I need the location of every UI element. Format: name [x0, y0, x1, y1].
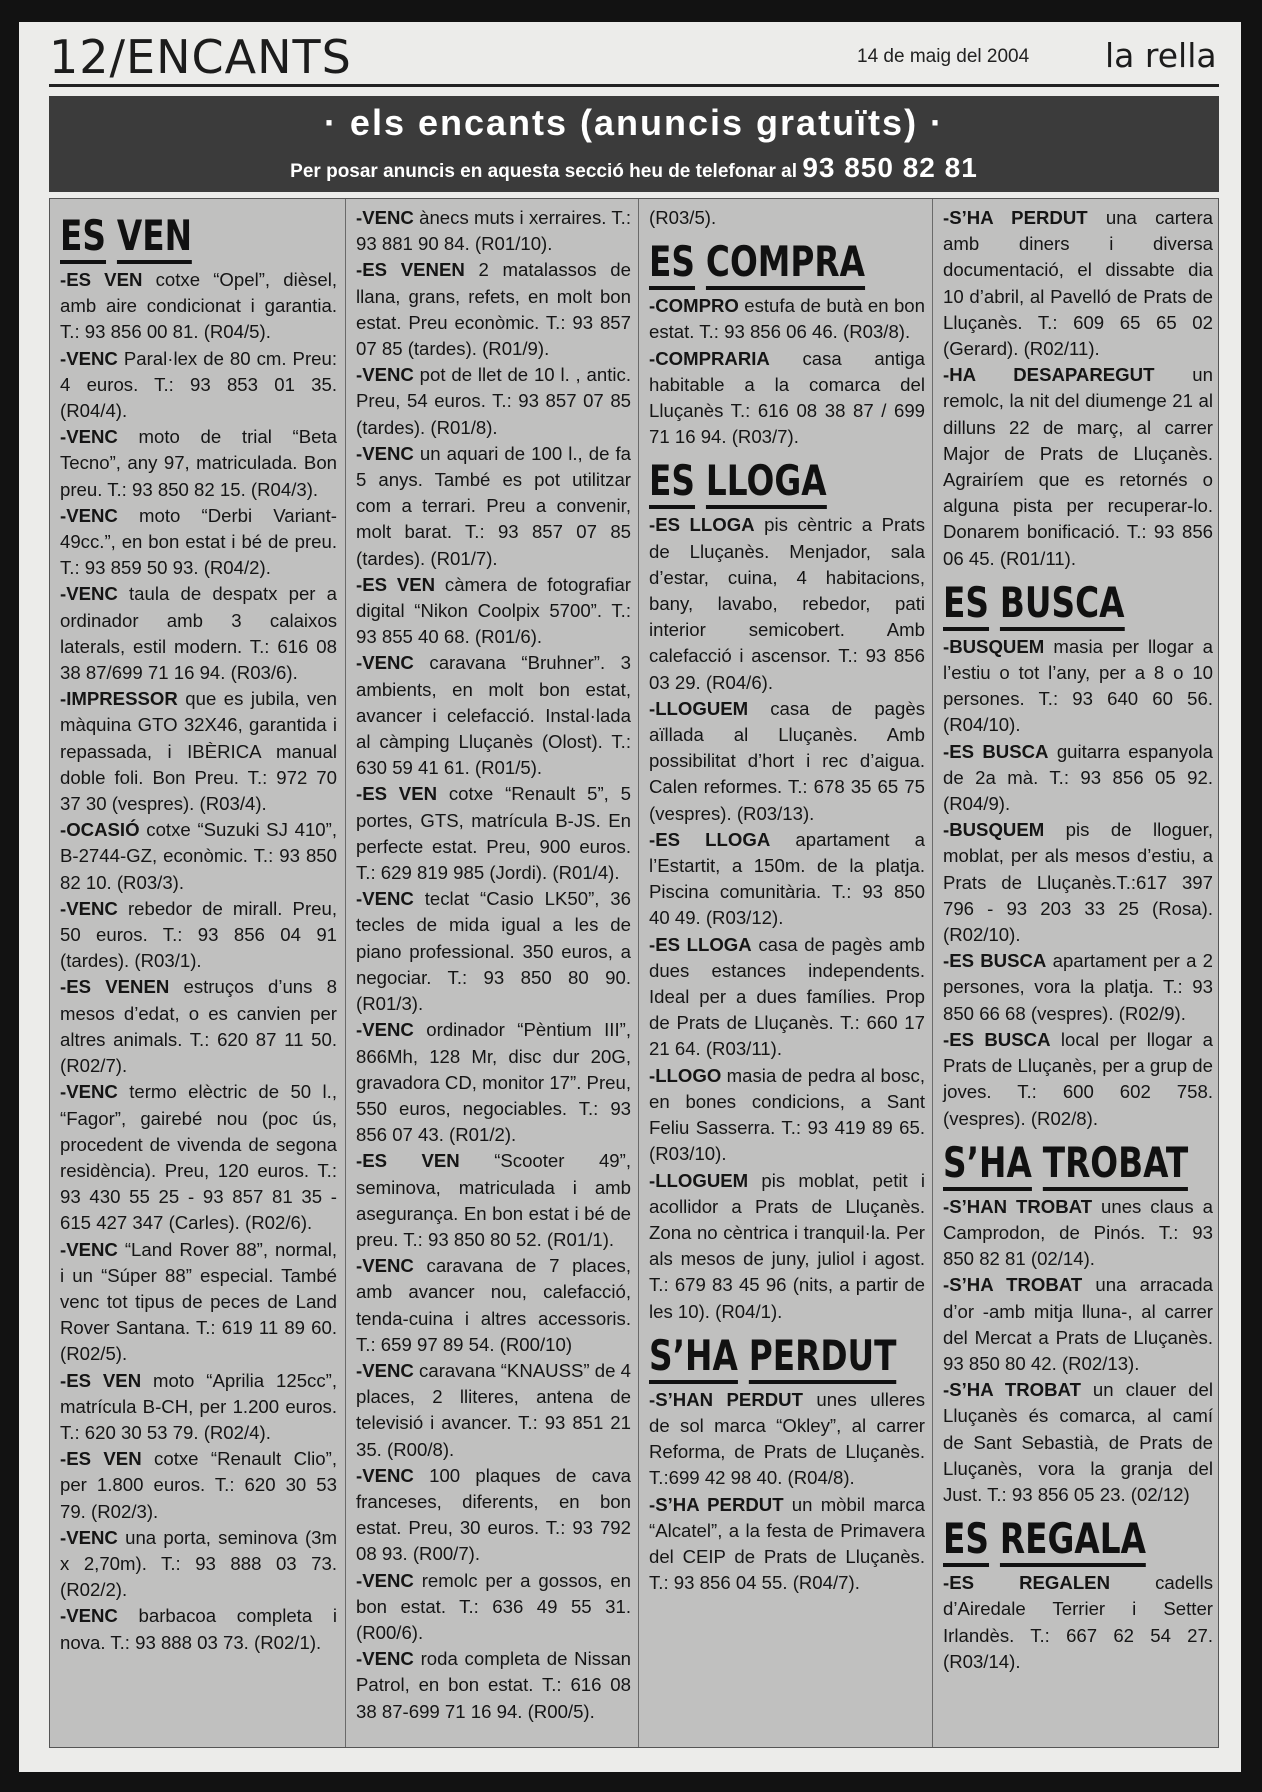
ad-lead: -VENC	[356, 1648, 414, 1670]
classified-ad	[649, 512, 925, 695]
ad-text: cotxe “Renault 5”, 5 portes, GTS, matrícula B-JS. En perfecte estat. Preu, 900 euros. T.: 629 819 985 (Jordi). (R01/4).	[356, 783, 631, 884]
classified-ad	[356, 572, 631, 651]
ad-text: una porta, seminova (3m x 2,70m). T.: 93 888 03 73. (R02/2).	[60, 1526, 337, 1601]
ad-lead: -S’HA PERDUT	[943, 207, 1088, 228]
category-heading: ES LLOGA	[649, 456, 864, 506]
classified-ad	[649, 932, 925, 1063]
classified-ad	[943, 817, 1213, 948]
classified-ad	[356, 1017, 631, 1148]
ad-text: estufa de butà en bon estat. T.: 93 856 06 46. (R03/8).	[649, 295, 925, 343]
ad-text: remolc per a gossos, en bon estat. T.: 636 49 55 31. (R00/6).	[356, 1569, 631, 1643]
classified-ad	[649, 827, 925, 932]
ad-lead: -ES VEN	[356, 573, 436, 595]
ad-lead: -S’HA TROBAT	[943, 1274, 1083, 1296]
classified-ad	[943, 948, 1213, 1027]
ad-lead: -VENC	[60, 504, 118, 526]
ad-text: que es jubila, ven màquina GTO 32X46, garantida i repassada, i IBÈRICA manual doble foli. Bon Preu. T.: 972 70 37 30 (vespres). (R03/4).	[60, 688, 337, 815]
banner-subtitle	[49, 152, 1219, 184]
classified-ad	[356, 362, 631, 441]
ad-column	[638, 199, 933, 1747]
classified-ad	[943, 205, 1213, 362]
classified-ad	[356, 781, 631, 886]
ad-lead: -VENC	[60, 1605, 118, 1627]
classified-ad	[649, 1063, 925, 1168]
ad-lead: -HA DESAPAREGUT	[943, 364, 1155, 386]
ad-lead: -ES VENEN	[356, 259, 465, 281]
ad-lead: -ES LLOGA	[649, 514, 755, 536]
classified-ad	[649, 1168, 925, 1325]
ad-text: pis moblat, petit i acollidor a Prats de Lluçanès. Zona no cèntrica i tranquil·la. Per als mesos de juny, juliol i agost. T.: 679 83 45 96 (nits, a partir de les 10). (R04/1).	[649, 1169, 925, 1322]
ad-lead: -VENC	[60, 347, 118, 369]
ad-text: termo elèctric de 50 l., “Fagor”, gairebé nou (poc ús, procedent de vivenda de segona residència). Preu, 120 euros. T.: 93 430 55 25 - 93 857 81 35 - 615 427 347 (Carles). (R02/6).	[60, 1081, 337, 1234]
ad-lead: -ES BUSCA	[943, 740, 1049, 762]
ad-text: un clauer del Lluçanès és comarca, al camí de Sant Sebastià, de Prats de Lluçanès, vora la granja del Just. T.: 93 856 05 23. (02/12)	[943, 1379, 1213, 1505]
classified-ad	[943, 362, 1213, 572]
ad-text: “Scooter 49”, seminova, matriculada i amb asegurança. En bon estat i bé de preu. T.: 93 850 80 52. (R01/1).	[356, 1150, 631, 1250]
ad-column	[50, 199, 345, 1747]
classified-ad	[60, 817, 337, 896]
ad-text: (R03/5).	[649, 207, 717, 228]
classified-ad	[356, 1463, 631, 1568]
ad-text: cotxe “Suzuki SJ 410”, B-2744-GZ, econòmic. T.: 93 850 82 10. (R03/3).	[60, 819, 337, 893]
ad-text: apartament per a 2 persones, vora la platja. T.: 93 850 66 68 (vespres). (R02/9).	[943, 950, 1214, 1024]
ad-lead: -ES LLOGA	[649, 933, 752, 955]
ad-text: pot de llet de 10 l. , antic. Preu, 54 euros. T.: 93 857 07 85 (tardes). (R01/8).	[356, 364, 631, 438]
banner-subtitle-text: Per posar anuncis en aquesta secció heu de telefonar al	[290, 161, 798, 182]
ad-lead: -LLOGUEM	[649, 1169, 749, 1191]
classified-ad	[649, 1492, 925, 1597]
classified-ad	[649, 696, 925, 827]
ad-text: Paral·lex de 80 cm. Preu: 4 euros. T.: 93 853 01 35. (R04/4).	[60, 347, 337, 422]
ad-text: local per llogar a Prats de Lluçanès, per a grup de joves. T.: 600 602 758. (vespres). (R02/8).	[943, 1028, 1213, 1129]
ad-text: moto de trial “Beta Tecno”, any 97, matriculada. Bon preu. T.: 93 850 82 15. (R04/3).	[60, 426, 337, 500]
classified-ad	[60, 503, 337, 582]
ad-text: ordinador “Pèntium III”, 866Mh, 128 Mr, disc dur 20G, gravadora CD, monitor 17”. Preu, 550 euros, negociables. T.: 93 856 07 43. (R01/2).	[356, 1019, 631, 1146]
classified-ad	[356, 257, 631, 362]
ad-text: una cartera amb diners i diversa documentació, el dissabte dia 10 d’abril, al Pavelló de Prats de Lluçanès. T.: 609 65 65 02 (Gerard). (R02/11).	[943, 207, 1213, 360]
ad-lead: -VENC	[356, 1255, 414, 1277]
classified-ad	[649, 1387, 925, 1492]
ad-text: 2 matalassos de llana, grans, refets, en molt bon estat. Preu econòmic. T.: 93 857 07 85 (tardes). (R01/9).	[356, 259, 631, 360]
classified-ad	[943, 1194, 1213, 1273]
classified-ad	[356, 1253, 631, 1358]
ad-text: masia de pedra al bosc, en bones condicions, a Sant Feliu Sasserra. T.: 93 419 89 65. (R03/10).	[649, 1064, 925, 1165]
ad-text: 100 plaques de cava franceses, diferents, en bon estat. Preu, 30 euros. T.: 93 792 08 93. (R00/7).	[356, 1464, 631, 1565]
ad-column	[932, 199, 1221, 1747]
ad-lead: -VENC	[60, 897, 118, 919]
ad-lead: -BUSQUEM	[943, 819, 1045, 841]
classified-ad	[649, 293, 925, 345]
ad-text: casa de pagès aïllada al Lluçanès. Amb possibilitat d’hort i rec d’aigua. Calen reformes. T.: 678 35 65 75 (vespres). (R03/13).	[649, 697, 925, 824]
ad-lead: -VENC	[356, 442, 414, 464]
ad-lead: -VENC	[356, 888, 414, 910]
ad-text: moto “Derbi Variant-49cc.”, en bon estat i bé de preu. T.: 93 859 50 93. (R04/2).	[60, 504, 337, 579]
classified-ad	[60, 1525, 337, 1604]
category-heading: ES VEN	[60, 211, 276, 261]
ad-lead: -ES BUSCA	[943, 950, 1047, 972]
ad-lead: -VENC	[60, 583, 118, 605]
ad-lead: -VENC	[356, 1359, 414, 1381]
classified-ad	[60, 1079, 337, 1236]
ad-text: roda completa de Nissan Patrol, en bon estat. T.: 616 08 38 87-699 71 16 94. (R00/5).	[356, 1648, 631, 1722]
ad-lead: -S’HAN TROBAT	[943, 1195, 1093, 1217]
classifieds-grid	[49, 198, 1219, 1748]
category-heading: ES REGALA	[943, 1514, 1154, 1564]
classified-ad	[60, 974, 337, 1079]
classified-ad	[60, 686, 337, 817]
classified-ad	[356, 1358, 631, 1463]
ad-text: taula de despatx per a ordinador amb 3 calaixos laterals, estil modern. T.: 616 08 38 87/699 71 16 94. (R03/6).	[60, 583, 337, 684]
ad-text: pis de lloguer, moblat, per als mesos d’estiu, a Prats de Lluçanès.T.:617 397 796 - 93 203 33 25 (Rosa). (R02/10).	[943, 819, 1213, 946]
ad-lead: -ES VEN	[356, 1150, 460, 1172]
ad-lead: -S’HA PERDUT	[649, 1493, 784, 1515]
classified-ad	[356, 886, 631, 1017]
ad-lead: -LLOGO	[649, 1064, 722, 1086]
ad-lead: -ES REGALEN	[943, 1572, 1111, 1594]
ad-text: un aquari de 100 l., de fa 5 anys. També es pot utilitzar com a terrari. Preu a convenir, molt barat. T.: 93 857 07 85 (tardes). (R01/7).	[356, 442, 631, 569]
category-heading: ES COMPRA	[649, 237, 864, 287]
category-heading: S’HA TROBAT	[943, 1138, 1154, 1188]
classified-ad	[356, 1148, 631, 1253]
page-header	[49, 22, 1219, 84]
ad-text: un remolc, la nit del diumenge 21 al dilluns 22 de març, al carrer Major de Prats de Lluçanès. Agrairíem que es retornés o alguna pista per recuperar-lo. Donarem bonificació. T.: 93 856 06 45. (R01/11).	[943, 364, 1213, 569]
ad-text: una arracada d’or -amb mitja lluna-, al carrer del Mercat a Prats de Lluçanès. 93 850 80 42. (R02/13).	[943, 1274, 1213, 1374]
ad-column	[345, 199, 639, 1747]
classified-ad	[60, 1446, 337, 1525]
ad-text: caravana “KNAUSS” de 4 places, 2 lliteres, antena de televisió i avancer. T.: 93 851 21 35. (R00/8).	[356, 1359, 631, 1460]
ad-text: barbacoa completa i nova. T.: 93 888 03 73. (R02/1).	[60, 1605, 337, 1653]
ad-text: caravana “Bruhner”. 3 ambients, en molt bon estat, avancer i celefacció. Instal·lada al càmping Lluçanès (Olost). T.: 630 59 41 61. (R01/5).	[356, 652, 631, 779]
ad-lead: -VENC	[356, 652, 414, 674]
ad-lead: -COMPRO	[649, 295, 739, 317]
classified-ad	[356, 1568, 631, 1647]
classified-ad	[60, 267, 337, 346]
category-heading: S’HA PERDUT	[649, 1331, 864, 1381]
section-title: 12/ENCANTS	[49, 30, 352, 84]
ad-text: apartament a l’Estartit, a 150m. de la platja. Piscina comunitària. T.: 93 850 40 49. (R03/12).	[649, 828, 926, 929]
classifieds-banner	[49, 96, 1219, 192]
header-rule	[49, 84, 1219, 87]
ad-lead: -COMPRARIA	[649, 347, 770, 369]
ad-lead: -VENC	[356, 1464, 414, 1486]
banner-title: · els encants (anuncis gratuïts) ·	[323, 102, 945, 143]
classified-ad	[943, 634, 1213, 739]
ad-text: casa antiga habitable a la comarca del Lluçanès T.: 616 08 38 87 / 699 71 16 94. (R03/7).	[649, 347, 925, 448]
ad-text: casa de pagès amb dues estances independents. Ideal per a dues famílies. Prop de Prats de Lluçanès. T.: 660 17 21 64. (R03/11).	[649, 933, 926, 1060]
publication-name: la rella	[1105, 36, 1217, 75]
ad-text: cotxe “Renault Clio”, per 1.800 euros. T.: 620 30 53 79. (R02/3).	[60, 1448, 337, 1522]
ad-lead: -VENC	[356, 364, 414, 386]
ad-lead: -IMPRESSOR	[60, 688, 178, 710]
classified-ad	[60, 1237, 337, 1368]
ad-text: càmera de fotografiar digital “Nikon Coolpix 5700”. T.: 93 855 40 68. (R01/6).	[356, 573, 631, 648]
classified-ad	[60, 346, 337, 425]
issue-date: 14 de maig del 2004	[857, 46, 1030, 67]
ad-text: cotxe “Opel”, dièsel, amb aire condicionat i garantia. T.: 93 856 00 81. (R04/5).	[60, 269, 337, 343]
ad-lead: -ES VEN	[60, 1369, 142, 1391]
classified-ad	[943, 1272, 1213, 1377]
classified-ad	[649, 346, 925, 451]
banner-phone: 93 850 82 81	[802, 152, 978, 183]
classified-ad	[356, 1646, 631, 1725]
ad-text: masia per llogar a l’estiu o tot l’any, per a 8 o 10 persones. T.: 93 640 60 56. (R04/10).	[943, 635, 1213, 736]
ad-text: unes ulleres de sol marca “Okley”, al carrer Reforma, de Prats de Lluçanès. T.:699 42 98 40. (R04/8).	[649, 1388, 925, 1489]
ad-lead: -VENC	[60, 426, 118, 448]
ad-text: teclat “Casio LK50”, 36 tecles de mida igual a les de piano professional. 350 euros, a negociar. T.: 93 850 80 90. (R01/3).	[356, 888, 631, 1015]
classified-ad	[60, 1603, 337, 1655]
ad-text: un mòbil marca “Alcatel”, a la festa de Primavera del CEIP de Prats de Lluçanès. T.: 93 856 04 55. (R04/7).	[649, 1493, 925, 1594]
ad-lead: -ES BUSCA	[943, 1028, 1051, 1050]
ad-lead: -S’HAN PERDUT	[649, 1388, 803, 1410]
ad-text: guitarra espanyola de 2a mà. T.: 93 856 05 92. (R04/9).	[943, 740, 1213, 815]
ad-lead: -ES VEN	[60, 269, 143, 290]
ad-lead: -VENC	[60, 1081, 118, 1103]
classified-ad	[356, 650, 631, 781]
ad-text: rebedor de mirall. Preu, 50 euros. T.: 93 856 04 91 (tardes). (R03/1).	[60, 897, 337, 972]
ad-lead: -LLOGUEM	[649, 697, 749, 719]
classified-ad	[60, 1368, 337, 1447]
classified-ad	[60, 581, 337, 686]
classified-ad	[943, 1027, 1213, 1132]
classified-ad	[60, 896, 337, 975]
ad-lead: -VENC	[60, 1526, 118, 1548]
ad-lead: -OCASIÓ	[60, 819, 140, 841]
ad-lead: -S’HA TROBAT	[943, 1379, 1081, 1401]
classified-ad	[943, 739, 1213, 818]
classified-ad	[356, 441, 631, 572]
ad-lead: -ES VEN	[356, 783, 438, 805]
ad-text: pis cèntric a Prats de Lluçanès. Menjador, sala d’estar, cuina, 4 habitacions, bany, lavabo, rebedor, pati interior semicobert. Amb calefacció i ascensor. T.: 93 856 03 29. (R04/6).	[649, 514, 926, 693]
ad-lead: -VENC	[356, 1569, 414, 1591]
ad-text: caravana de 7 places, amb avancer nou, calefacció, tenda-cuina i altres accessoris. T.: 659 97 89 54. (R00/10)	[356, 1255, 631, 1355]
newspaper-page	[19, 22, 1241, 1772]
ad-lead: -BUSQUEM	[943, 635, 1045, 657]
ad-lead: -ES VENEN	[60, 976, 170, 998]
ad-text: “Land Rover 88”, normal, i un “Súper 88” especial. També venc tot tipus de peces de Land Rover Santana. T.: 619 11 89 60. (R02/5).	[60, 1238, 337, 1365]
classified-ad	[356, 205, 631, 257]
ad-text: estruços d’uns 8 mesos d’edat, o es canvien per altres animals. T.: 620 87 11 50. (R02/7).	[60, 976, 337, 1077]
ad-text: ànecs muts i xerraires. T.: 93 881 90 84. (R01/10).	[356, 207, 631, 255]
classified-ad	[60, 424, 337, 503]
ad-lead: -VENC	[356, 1019, 414, 1041]
ad-continuation	[649, 205, 925, 231]
classified-ad	[943, 1377, 1213, 1508]
ad-lead: -VENC	[60, 1238, 118, 1260]
ad-lead: -VENC	[356, 207, 414, 228]
classified-ad	[943, 1570, 1213, 1675]
ad-text: moto “Aprilia 125cc”, matrícula B-CH, per 1.200 euros. T.: 620 30 53 79. (R02/4).	[60, 1369, 337, 1443]
ad-lead: -ES LLOGA	[649, 828, 771, 850]
category-heading: ES BUSCA	[943, 578, 1154, 628]
ad-lead: -ES VEN	[60, 1448, 142, 1470]
ad-text: unes claus a Camprodon, de Pinós. T.: 93 850 82 81 (02/14).	[943, 1195, 1213, 1270]
ad-text: cadells d’Airedale Terrier i Setter Irlandès. T.: 667 62 54 27. (R03/14).	[943, 1572, 1213, 1672]
